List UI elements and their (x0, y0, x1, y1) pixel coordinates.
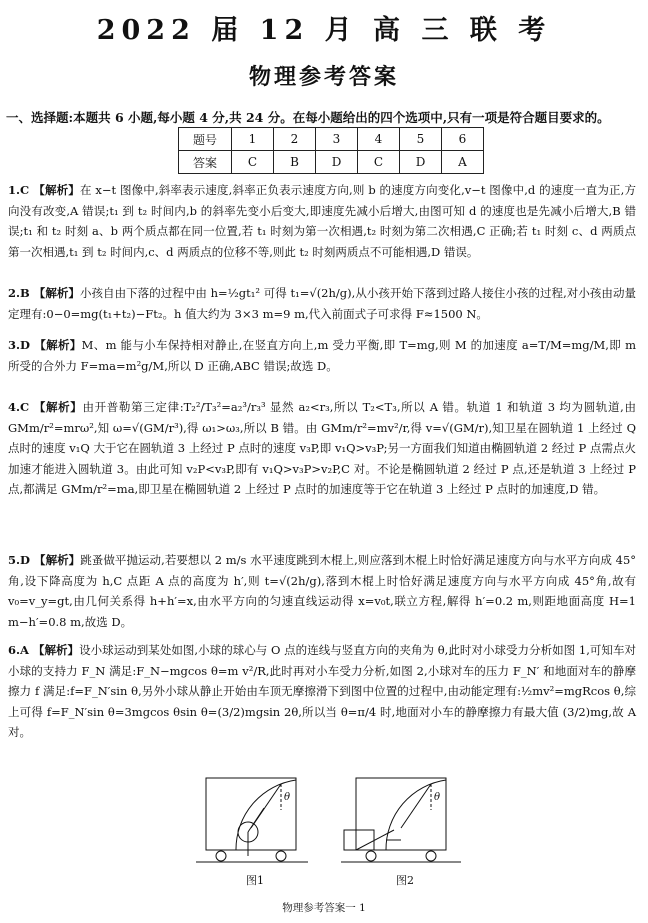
question-2-explanation (8, 283, 636, 324)
table-cell: D (316, 151, 358, 174)
question-text: 设小球运动到某处如图,小球的球心与 O 点的连线与竖直方向的夹角为 θ,此时对小球受力分析如图 1,可知车对小球的支持力 F_N 满足:F_N−mgcos θ=m v²/R,此时再对小车受力分析,如图 2,小球对车的压力 F_N′ 和地面对车的静摩擦力 f 满足:f=F_N′sin θ,另外小球从静止开始由车顶无摩擦滑下到图中位置的过程中,由动能定理有:½mv²=mgRcos θ,综上可得 f=F_N′sin θ=3mgcos θsin θ=(3/2)mgsin 2θ,所以当 θ=π/4 时,地面对小车的静摩擦力有最大值 (3/2)mg,故 A 对。 (8, 643, 636, 739)
question-text: 在 x−t 图像中,斜率表示速度,斜率正负表示速度方向,则 b 的速度方向变化,v−t 图像中,d 的速度一直为正,方向没有改变,A 错误;t₁ 到 t₂ 时间内,b 的斜率先变小后变大,即速度先减小后增大,由图可知 d 的速度也是先减小后增大,B 错误;t₁ 和 t₂ 时刻 a、b 两个质点都在同一位置,若 t₁ 时刻为第一次相遇,t₂ 时刻为第二次相遇,C 正确;若 t₁ 时刻 c、d 两质点第一次相遇,t₁ 到 t₂ 时间内,c、d 两质点的位移不等,则此 t₂ 时刻两质点不可能相遇,D 错误。 (8, 183, 636, 259)
question-4-explanation (8, 397, 636, 500)
table-cell: 4 (358, 128, 400, 151)
table-cell: 1 (232, 128, 274, 151)
wheel (426, 851, 436, 861)
table-cell: 5 (400, 128, 442, 151)
normal-force-arrow (248, 808, 264, 832)
question-text: M、m 能与小车保持相对静止,在竖直方向上,m 受力平衡,即 T=mg,则 M 的加速度 a=T/M=mg/M,即 m 所受的合外力 F=ma=m²g/M,所以 D 正确,ABC 错误;故选 D。 (8, 338, 636, 373)
table-cell: C (232, 151, 274, 174)
wheel (276, 851, 286, 861)
table-cell: B (274, 151, 316, 174)
question-head: 5.D 【解析】 (8, 553, 81, 567)
question-head: 6.A 【解析】 (8, 643, 80, 657)
table-cell: 2 (274, 128, 316, 151)
table-cell: 3 (316, 128, 358, 151)
figure-2-label: 图2 (396, 874, 414, 887)
angle-label: θ (434, 792, 441, 803)
figure-1-diagram (196, 778, 308, 862)
block (344, 830, 374, 850)
question-5-explanation (8, 550, 636, 632)
question-head: 3.D 【解析】 (8, 338, 82, 352)
table-header-cell: 答案 (179, 151, 232, 174)
question-text: 由开普勒第三定律:T₂²/T₃²=a₂³/r₃³ 显然 a₂<r₃,所以 T₂<T₃,所以 A 错。轨道 1 和轨道 3 均为圆轨道,由 GMm/r²=mrω²,知 ω=√(GM/r³),得 ω₁>ω₃,所以 B 错。由 GMm/r²=mv²/r,得 v=√(GM/r),知卫星在圆轨道 1 上经过 Q 点时的速度 v₁Q 大于它在圆轨道 3 上经过 P 点时的速度 v₃P,即 v₁Q>v₃P;另一方面我们知道由椭圆轨道 2 经过 P 点需点火加速才能进入圆轨道 3。由此可知 v₂P<v₃P,即有 v₁Q>v₃P>v₂P,C 对。不论是椭圆轨道 2 经过 P 点,还是轨道 3 上经过 P 点,都满足 GMm/r²=ma,即卫星在椭圆轨道 2 上经过 P 点时的加速度等于它在轨道 3 上经过 P 点时的加速度,D 错。 (8, 400, 636, 496)
figure-diagrams (196, 770, 466, 885)
wheel (366, 851, 376, 861)
question-6-explanation (8, 640, 636, 743)
question-text: 跳蚤做平抛运动,若要想以 2 m/s 水平速度跳到木棍上,则应落到木棍上时恰好满足速度方向与水平方向成 45°角,设下降高度为 h,C 点距 A 点的高度为 h′,则 t=√(2h/g),落到木棍上时恰好满足速度方向与水平方向成 45°角,故有 v₀=v_y=gt,由几何关系得 h+h′=x,由水平方向的匀速直线运动得 x=v₀t,联立方程,解得 h′=0.2 m,则距地面高度 H=1 m−h′=0.8 m,故选 D。 (8, 553, 637, 629)
question-3-explanation (8, 335, 636, 376)
page-footer: 物理参考答案一 1 (282, 902, 366, 914)
radius-line (401, 784, 431, 828)
question-head: 4.C 【解析】 (8, 400, 83, 414)
wheel (216, 851, 226, 861)
figure-1-label: 图1 (246, 874, 264, 887)
cart-body (356, 778, 446, 850)
table-cell: C (358, 151, 400, 174)
table-header-cell: 题号 (179, 128, 232, 151)
figure-2-diagram (341, 778, 461, 862)
document-subtitle: 物理参考答案 (248, 64, 399, 90)
table-row (179, 128, 484, 151)
exam-title: 2022 届 12 月 高 三 联 考 (96, 15, 552, 46)
cart-body (206, 778, 296, 850)
question-head: 2.B 【解析】 (8, 286, 80, 300)
table-cell: D (400, 151, 442, 174)
angle-label: θ (284, 792, 291, 803)
table-cell: 6 (442, 128, 484, 151)
answer-table (178, 127, 484, 174)
question-1-explanation (8, 180, 636, 262)
section-header: 一、选择题:本题共 6 小题,每小题 4 分,共 24 分。在每小题给出的四个选项中,只有一项是符合题目要求的。 (6, 110, 610, 125)
question-text: 小孩自由下落的过程中由 h=½gt₁² 可得 t₁=√(2h/g),从小孩开始下落到过路人接住小孩的过程,对小孩由动量定理有:0−0=mg(t₁+t₂)−Ft₂。h 值大约为 3×3 m=9 m,代入前面式子可求得 F≈1500 N。 (8, 286, 637, 321)
table-row (179, 151, 484, 174)
table-cell: A (442, 151, 484, 174)
arc-track (236, 780, 296, 850)
question-head: 1.C 【解析】 (8, 183, 80, 197)
